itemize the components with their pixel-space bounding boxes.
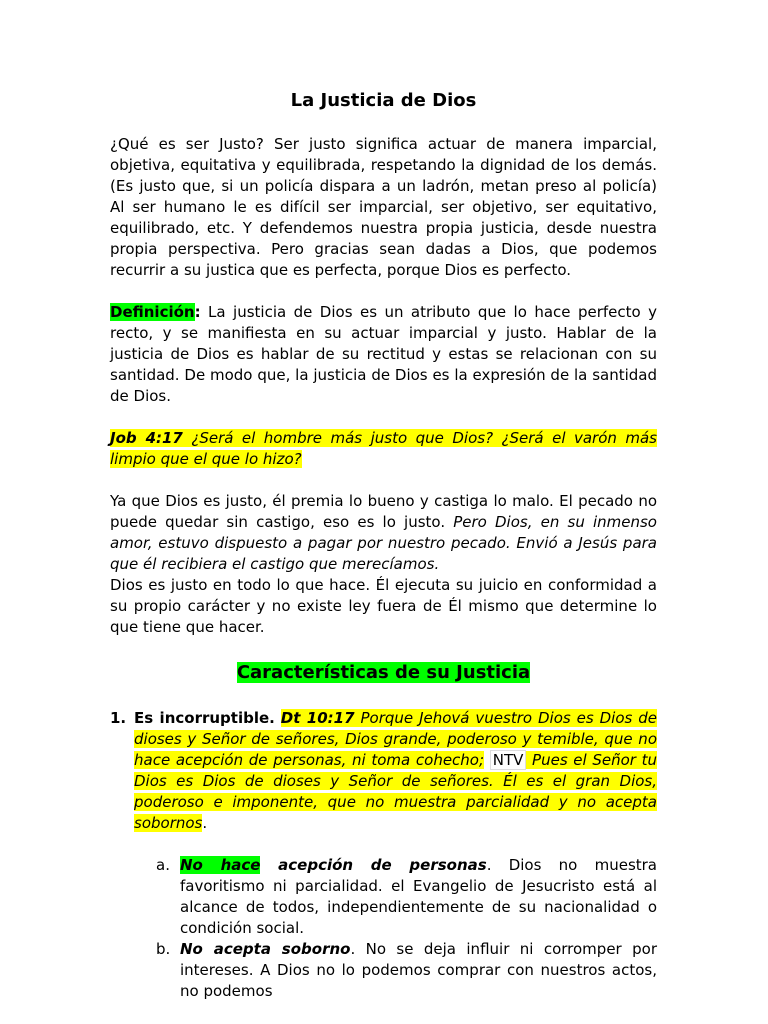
sub-letter-a: a. [156,856,170,874]
dt-verse: Porque Jehová vuestro Dios es Dios de dioses y Señor de señores, Dios grande, poderoso y temible, que no hace acepción de personas, ni toma cohecho; [134,709,658,769]
sub-item-a-text [180,855,657,939]
sub-letter-b: b. [156,940,171,958]
version-label: NTV [490,750,527,770]
definition-paragraph [110,302,657,407]
sub-b-bold: No acepta soborno [180,940,351,958]
justice-text-italic: Pero Dios, en su inmenso amor, estuvo dispuesto a pagar por nuestro pecado. Envió a Jesús para que él recibiera el castigo que merecíamos. [110,513,657,573]
intro-paragraph: ¿Qué es ser Justo? Ser justo significa actuar de manera imparcial, objetiva, equitativa y equilibrada, respetando la dignidad de los demás. (Es justo que, si un policía dispara a un ladrón, metan preso al policía) Al ser humano le es difícil ser imparcial, ser objetivo, ser equitativo, equilibrado, etc. Y defendemos nuestra propia justicia, desde nuestra propia perspectiva. Pero gracias sean dadas a Dios, que podemos recurrir a su justica que es perfecta, porque Dios es perfecto. [110,135,657,279]
list-item-1 [110,708,657,834]
item-end: . [202,814,208,832]
job-verse-paragraph [110,428,657,470]
sub-item-a [110,855,657,939]
document-page [110,88,657,1002]
sub-item-b [110,939,657,1002]
justice-text-a: Ya que Dios es justo, él premia lo bueno y castiga lo malo. El pecado no puede quedar sin castigo, eso es lo justo. [110,492,657,531]
definition-text: La justicia de Dios es un atributo que lo hace perfecto y recto, y se manifiesta en su actuar imparcial y justo. Hablar de la justicia de Dios es hablar de su rectitud y estas se relacionan con su santidad. De modo que, la justicia de Dios es la expresión de la santidad de Dios. [110,303,657,405]
job-reference: Job 4:17 [110,429,183,447]
sub-a-text: . Dios no muestra favoritismo ni parcialidad. el Evangelio de Jesucristo está al alcance de todos, independientemente de su nacionalidad o condición social. [180,856,658,937]
justice-paragraph [110,491,657,575]
sub-b-text: . No se deja influir ni corromper por intereses. A Dios no lo podemos comprar con nuestros actos, no podemos [180,940,657,1000]
job-verse-text: ¿Será el hombre más justo que Dios? ¿Será el varón más limpio que el que lo hizo? [110,429,657,468]
section-title: Características de su Justicia [236,662,531,683]
list-number: 1. [110,709,127,727]
definition-colon: : [194,303,201,321]
dt-reference: Dt 10:17 [280,709,355,727]
sub-a-bold: acepción de personas [260,856,487,874]
sub-item-b-text [180,939,657,1002]
justice-paragraph-b: Dios es justo en todo lo que hace. Él ejecuta su juicio en conformidad a su propio carácter y no existe ley fuera de Él mismo que determine lo que tiene que hacer. [110,576,657,636]
page-title: La Justicia de Dios [290,90,477,111]
ntv-verse: Pues el Señor tu Dios es Dios de dioses y Señor de señores. Él es el gran Dios, poderoso e imponente, que no muestra parcialidad y no acepta sobornos [134,751,657,832]
definition-label: Definición [110,303,195,321]
list-item-1-text [134,708,657,834]
sub-a-highlight: No hace [180,856,261,874]
section-heading [110,659,657,687]
item-label: Es incorruptible. [134,709,275,727]
